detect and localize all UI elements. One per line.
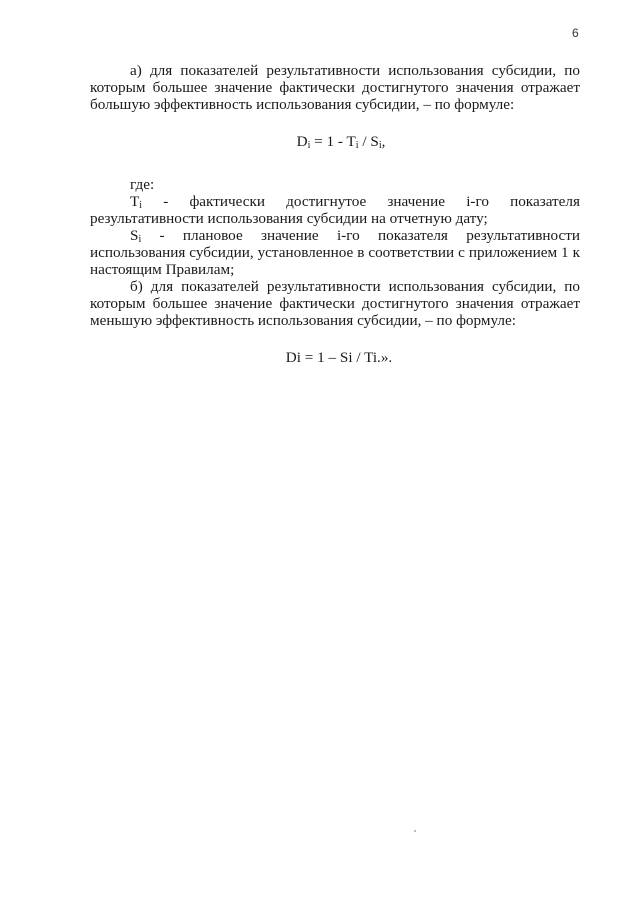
paragraph-b: б) для показателей результативности использования субсидии, по которым большее значение фактически достигнутого значения отражает меньшую эффективность использования субсидии, – по формуле: — [90, 278, 580, 329]
definition-t — [90, 193, 580, 227]
where-label: где: — [130, 176, 155, 193]
formula-1-end: , — [381, 133, 386, 150]
document-body — [90, 62, 580, 366]
formula-1-mid: = 1 - T — [310, 133, 356, 150]
formula-1-sub-3: i — [378, 140, 382, 151]
definition-s — [90, 227, 580, 278]
definition-s-sub: i — [138, 234, 142, 245]
paragraph-a: а) для показателей результативности использования субсидии, по которым большее значение фактически достигнутого значения отражает большую эффективность использования субсидии, – по формуле: — [90, 62, 580, 113]
formula-1 — [90, 133, 580, 150]
formula-1-sub-1: i — [307, 140, 311, 151]
formula-1-d: D — [296, 133, 308, 150]
formula-1-slash: / S — [358, 133, 379, 150]
definition-s-symbol: S — [130, 227, 139, 244]
formula-2: Di = 1 – Si / Ti.». — [285, 349, 393, 366]
page-number: 6 — [572, 26, 579, 40]
definition-t-symbol: T — [130, 193, 140, 210]
scan-speck — [414, 830, 416, 832]
definition-t-text: - фактически достигнутое значение i-го показателя результативности использования субсидии на отчетную дату; — [90, 193, 580, 227]
formula-1-sub-2: i — [355, 140, 359, 151]
definition-t-sub: i — [139, 200, 143, 211]
definition-s-text: - плановое значение i-го показателя результативности использования субсидии, установленное в соответствии с приложением 1 к настоящим Правилам; — [90, 227, 580, 278]
